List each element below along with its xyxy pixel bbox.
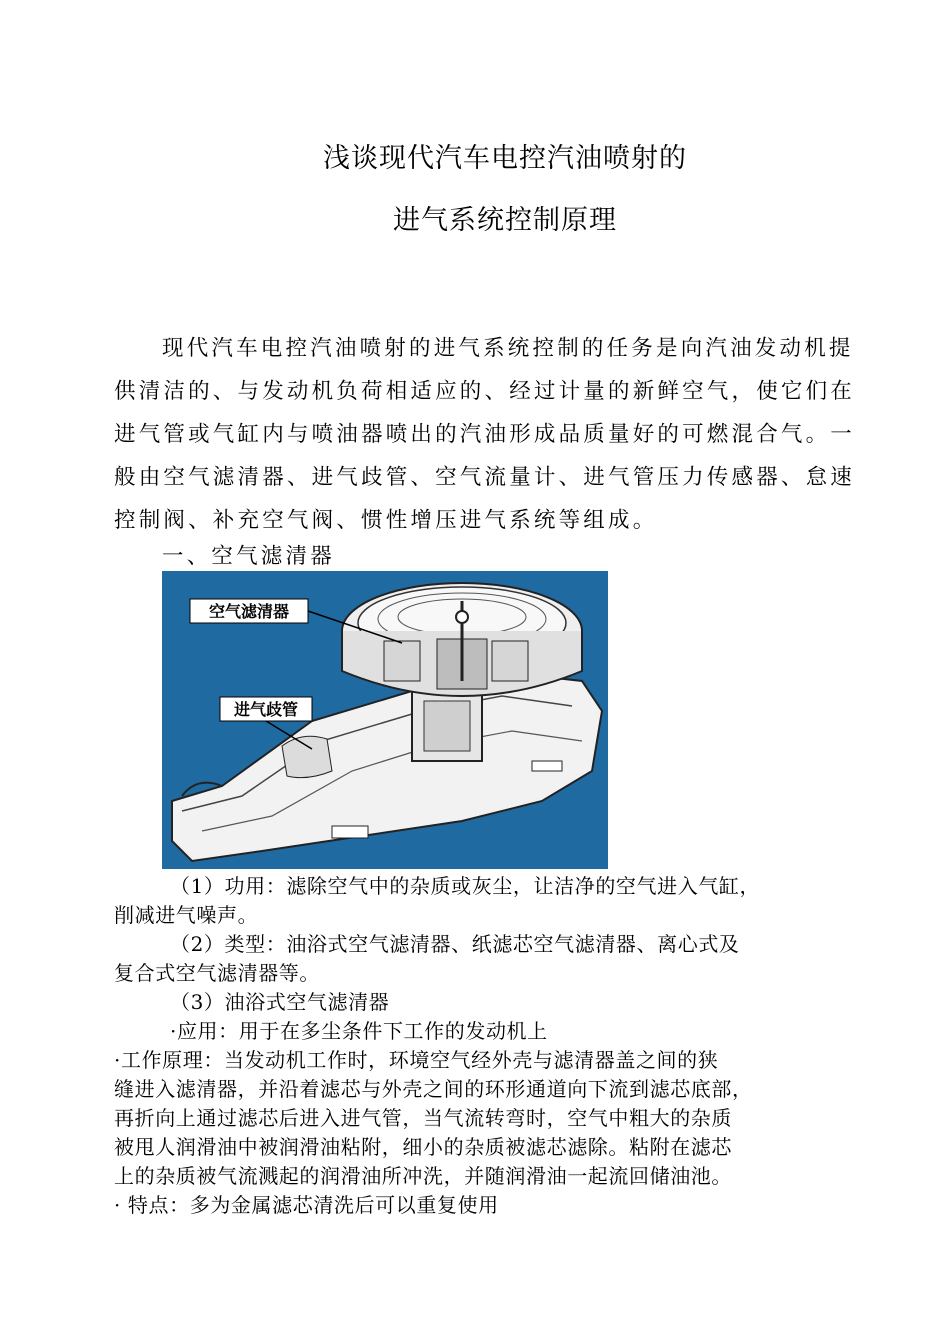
body-line: 被甩人润滑油中被润滑油粘附，细小的杂质被滤芯滤除。粘附在滤芯 bbox=[114, 1135, 732, 1159]
body-line: 上的杂质被气流溅起的润滑油所冲洗，并随润滑油一起流回储油池。 bbox=[114, 1164, 732, 1188]
body-line: · 特点：多为金属滤芯清洗后可以重复使用 bbox=[114, 1193, 499, 1217]
air-filter-figure bbox=[162, 571, 608, 869]
air-filter-illustration bbox=[162, 571, 608, 869]
body-line: ·应用：用于在多尘条件下工作的发动机上 bbox=[170, 1019, 548, 1043]
body-line: （3）油浴式空气滤清器 bbox=[170, 990, 390, 1014]
body-line: （1）功用：滤除空气中的杂质或灰尘，让洁净的空气进入气缸， bbox=[170, 874, 761, 898]
section-heading-text: 一、空气滤清器 bbox=[162, 544, 335, 569]
intro-line: 现代汽车电控汽油喷射的进气系统控制的任务是向汽油发动机提 bbox=[162, 336, 854, 361]
body-line: 再折向上通过滤芯后进入进气管，当气流转弯时，空气中粗大的杂质 bbox=[114, 1106, 732, 1130]
body-line: 削减进气噪声。 bbox=[114, 903, 259, 927]
label-air-filter: 空气滤清器 bbox=[208, 602, 290, 621]
intro-line: 进气管或气缸内与喷油器喷出的汽油形成品质量好的可燃混合气。一 bbox=[114, 422, 856, 447]
title-line-2: 进气系统控制原理 bbox=[393, 205, 617, 236]
body-line: 复合式空气滤清器等。 bbox=[114, 961, 320, 985]
body-line: 缝进入滤清器，并沿着滤芯与外壳之间的环形通道向下流到滤芯底部， bbox=[114, 1077, 753, 1101]
title-line-1: 浅谈现代汽车电控汽油喷射的 bbox=[323, 143, 687, 174]
body-line: （2）类型：油浴式空气滤清器、纸滤芯空气滤清器、离心式及 bbox=[170, 932, 740, 956]
intro-line: 般由空气滤清器、进气歧管、空气流量计、进气管压力传感器、怠速 bbox=[114, 465, 856, 490]
intro-line: 控制阀、补充空气阀、惯性增压进气系统等组成。 bbox=[114, 508, 658, 533]
body-line: ·工作原理：当发动机工作时，环境空气经外壳与滤清器盖之间的狭 bbox=[114, 1048, 719, 1072]
intro-paragraph bbox=[114, 327, 856, 542]
label-intake-manifold: 进气歧管 bbox=[233, 700, 299, 719]
body-text bbox=[114, 872, 844, 1220]
intro-line: 供清洁的、与发动机负荷相适应的、经过计量的新鲜空气，使它们在 bbox=[114, 379, 856, 404]
